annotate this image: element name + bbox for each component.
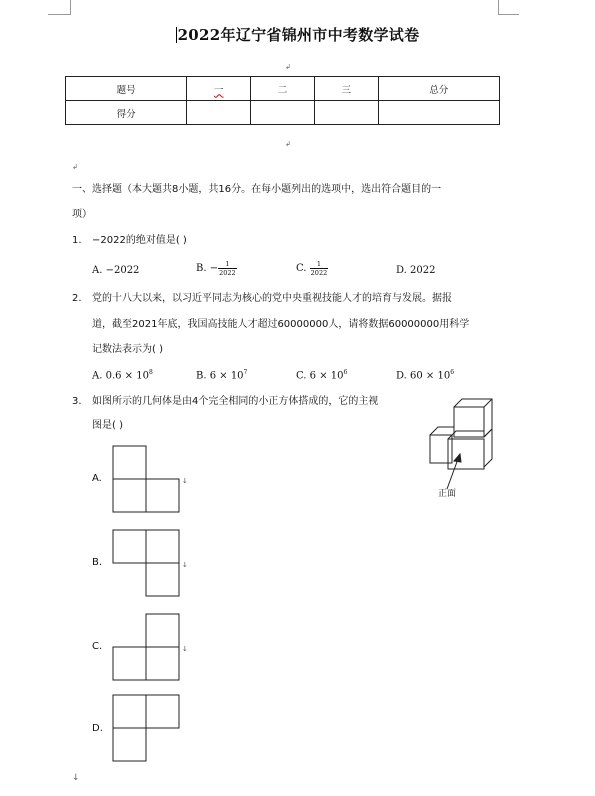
score-table-score-row [66,101,500,125]
q3-option-d-label[interactable]: D. [92,723,103,734]
header-cell-part-3: 三 [314,77,378,101]
q2-option-b[interactable]: B. $6 \times 10^7$ [196,369,248,382]
q3-solid-figure [425,393,497,507]
q2-line1: 党的十八大以来，以习近平同志为核心的党中央重视技能人才的培育与发展。据报 [92,293,452,304]
q2-line2: 道，截至2021年底，我国高技能人才超过60000000人，请将数据60000000用科学 [92,319,470,330]
score-table-header-row [66,77,500,101]
score-cell[interactable] [378,101,499,125]
header-cell-question-no: 题号 [66,77,187,101]
front-view-label: 正面 [437,489,457,499]
header-cell-total: 总分 [378,77,499,101]
header-cell-part-2: 二 [251,77,315,101]
q3-line1: 如图所示的几何体是由4个完全相同的小正方体搭成的，它的主视 [92,396,379,407]
q3-option-b-view[interactable] [112,529,192,597]
q1-option-a[interactable]: A. −2022 [92,265,140,276]
paragraph-mark: ↓ [72,773,80,783]
q3-option-a-view[interactable] [112,445,192,513]
header-cell-part-1: 一 [187,77,251,101]
paragraph-mark: ↲ [285,140,291,148]
page-title: 2022年辽宁省锦州市中考数学试卷 [177,26,420,44]
q3-option-c-view[interactable] [112,613,192,681]
q1-option-c[interactable]: C. $\frac{1}{2022}$ [296,260,328,277]
fraction: $\frac{1}{2022}$ [310,260,328,277]
svg-text:↓: ↓ [182,645,188,653]
q3-option-b-label[interactable]: B. [92,557,103,568]
crop-mark-top-left [48,0,71,15]
fraction: $\frac{1}{2022}$ [219,260,236,277]
score-cell[interactable] [187,101,251,125]
q2-option-d[interactable]: D. $60 \times 10^6$ [396,369,455,382]
q3-option-c-label[interactable]: C. [92,641,103,652]
q1-number: 1. [72,235,82,246]
section-heading-line1: 一、选择题（本大题共8小题，共16分。在每小题列出的选项中，选出符合题目的一 [72,184,442,195]
q2-option-c[interactable]: C. $6 \times 10^6$ [296,369,348,382]
q2-option-a[interactable]: A. $0.6 \times 10^8$ [92,369,153,382]
q1-option-d[interactable]: D. 2022 [396,265,436,276]
crop-mark-top-right [498,0,519,15]
q3-option-d-view[interactable] [112,694,192,762]
paragraph-mark: ↲ [285,63,291,71]
q3-number: 3. [72,396,82,407]
score-cell[interactable] [251,101,315,125]
q3-option-a-label[interactable]: A. [92,473,102,484]
q1-stem: −2022的绝对值是( ) [92,235,187,246]
row-label-score: 得分 [66,101,187,125]
svg-text:↓: ↓ [182,561,188,569]
cube-stack-drawing [425,393,497,503]
score-cell[interactable] [314,101,378,125]
score-table [65,76,500,125]
q2-line3: 记数法表示为( ) [92,344,163,355]
paragraph-mark: ↲ [72,163,78,171]
section-heading-line2: 项） [72,209,92,220]
q3-line2: 图是( ) [92,420,123,431]
q2-number: 2. [72,293,82,304]
svg-text:↓: ↓ [182,477,188,485]
q1-option-b[interactable]: B. − $\frac{1}{2022}$ [196,260,236,277]
text-cursor [176,27,177,43]
